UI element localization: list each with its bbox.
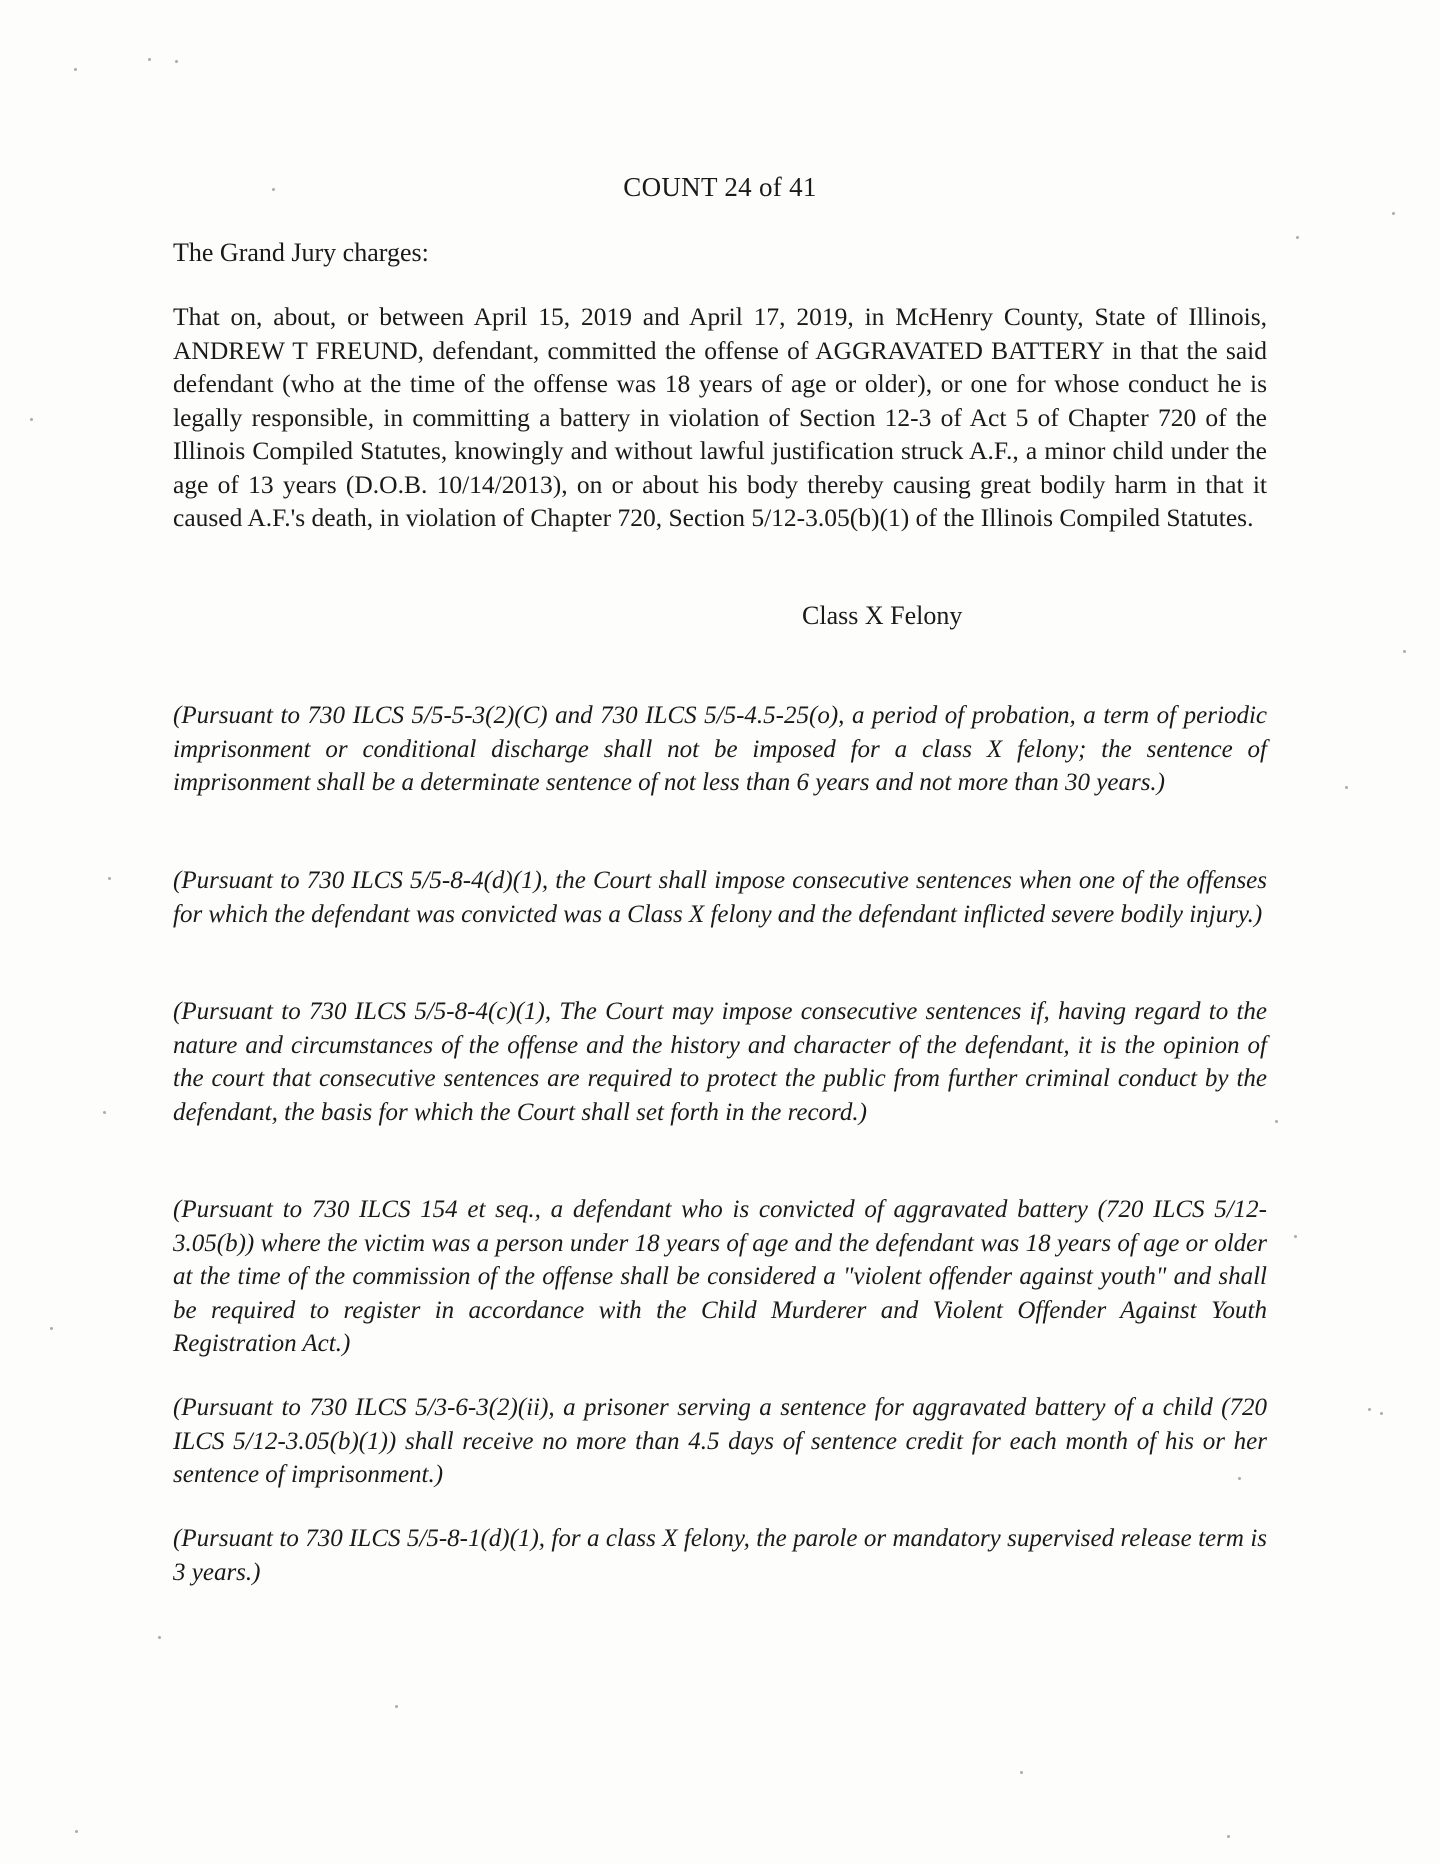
- scan-speck: [1296, 236, 1299, 239]
- scan-speck: [75, 1830, 78, 1833]
- scan-speck: [30, 418, 33, 421]
- scan-speck: [1368, 1408, 1371, 1411]
- scan-speck: [1403, 650, 1406, 653]
- scan-speck: [395, 1705, 398, 1708]
- sentencing-note: (Pursuant to 730 ILCS 154 et seq., a defendant who is convicted of aggravated battery (720 ILCS 5/12-3.05(b)) where the victim was a person under 18 years of age and the defendant was 18 years of age or older at the time of the commission of the offense shall be considered a "violent offender against youth" and shall be required to register in accordance with the Child Murderer and Violent Offender Against Youth Registration Act.): [173, 1196, 1267, 1357]
- scan-speck: [1275, 1120, 1278, 1123]
- scan-speck: [1345, 786, 1348, 789]
- scan-speck: [1380, 1412, 1383, 1415]
- felony-class-label: Class X Felony: [802, 601, 963, 630]
- sentencing-note: (Pursuant to 730 ILCS 5/3-6-3(2)(ii), a prisoner serving a sentence for aggravated battery of a child (720 ILCS 5/12-3.05(b)(1)) shall receive no more than 4.5 days of sentence credit for each month of his or her sentence of imprisonment.): [173, 1394, 1267, 1488]
- scan-speck: [175, 60, 178, 63]
- count-heading: COUNT 24 of 41: [623, 172, 817, 202]
- charge-paragraph: That on, about, or between April 15, 2019 and April 17, 2019, in McHenry County, State of Illinois, ANDREW T FREUND, defendant, committed the offense of AGGRAVATED BATTERY in that the said defendant (who at the time of the offense was 18 years of age or older), or one for whose conduct he is legally responsible, in committing a battery in violation of Section 12-3 of Act 5 of Chapter 720 of the Illinois Compiled Statutes, knowingly and without lawful justification struck A.F., a minor child under the age of 13 years (D.O.B. 10/14/2013), on or about his body thereby causing great bodily harm in that it caused A.F.'s death, in violation of Chapter 720, Section 5/12-3.05(b)(1) of the Illinois Compiled Statutes.: [173, 302, 1267, 532]
- sentencing-note: (Pursuant to 730 ILCS 5/5-8-1(d)(1), for a class X felony, the parole or mandatory supervised release term is 3 years.): [173, 1525, 1267, 1586]
- scan-speck: [74, 68, 77, 71]
- scan-speck: [1020, 1771, 1023, 1774]
- scan-speck: [50, 1327, 53, 1330]
- sentencing-note: (Pursuant to 730 ILCS 5/5-8-4(d)(1), the Court shall impose consecutive sentences when one of the offenses for which the defendant was convicted was a Class X felony and the defendant inflicted severe bodily injury.): [173, 867, 1267, 928]
- scan-speck: [103, 1111, 106, 1114]
- charges-intro: The Grand Jury charges:: [173, 238, 429, 267]
- sentencing-note: (Pursuant to 730 ILCS 5/5-8-4(c)(1), The Court may impose consecutive sentences if, having regard to the nature and circumstances of the offense and the history and character of the defendant, it is the opinion of the court that consecutive sentences are required to protect the public from further criminal conduct by the defendant, the basis for which the Court shall set forth in the record.): [173, 998, 1267, 1126]
- sentencing-note: (Pursuant to 730 ILCS 5/5-5-3(2)(C) and 730 ILCS 5/5-4.5-25(o), a period of probation, a term of periodic imprisonment or conditional discharge shall not be imposed for a class X felony; the sentence of imprisonment shall be a determinate sentence of not less than 6 years and not more than 30 years.): [173, 702, 1267, 796]
- scan-speck: [148, 58, 151, 61]
- scan-speck: [1392, 212, 1395, 215]
- scan-speck: [108, 877, 111, 880]
- scan-speck: [1227, 1835, 1230, 1838]
- scan-speck: [1294, 1235, 1297, 1238]
- scan-speck: [158, 1636, 161, 1639]
